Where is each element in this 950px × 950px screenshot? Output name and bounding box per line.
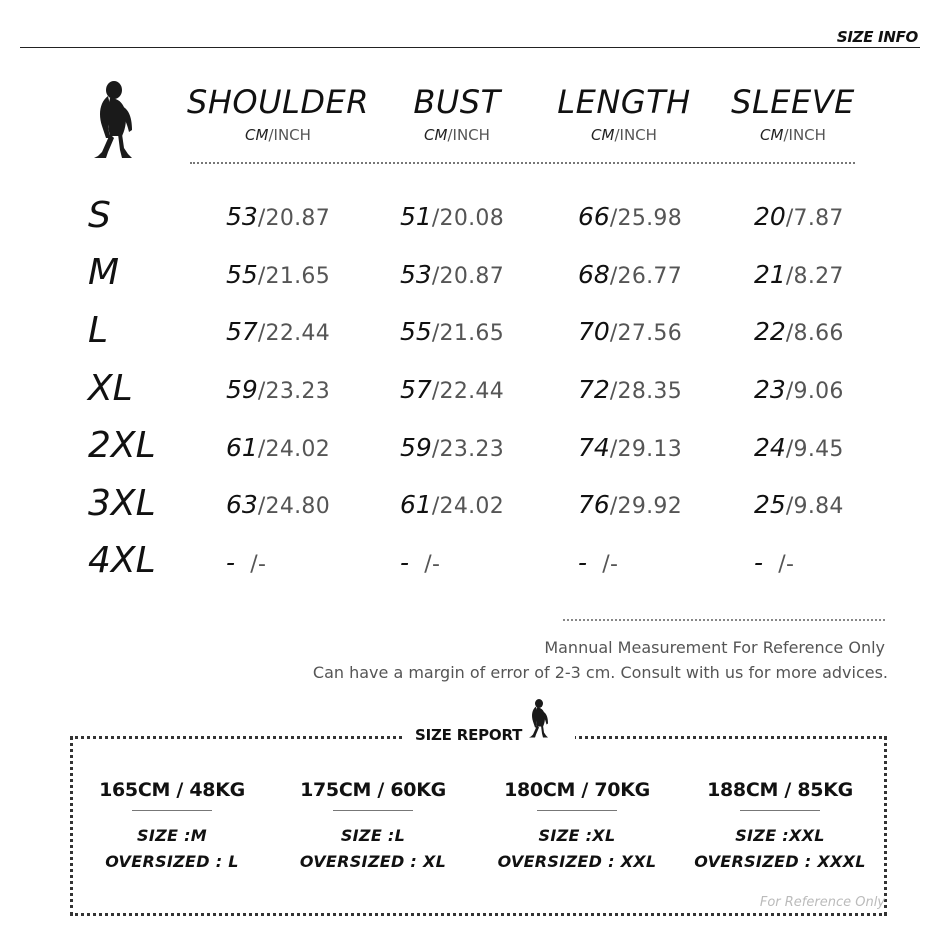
cell-shoulder (226, 314, 396, 353)
cell-shoulder (226, 487, 396, 526)
model-report (273, 778, 473, 875)
cell-shoulder (226, 372, 396, 411)
model-report (72, 778, 272, 875)
cm-value: 59 (400, 433, 432, 462)
cell-bust (400, 257, 570, 296)
model-oversized: OVERSIZED : XXL (497, 852, 657, 871)
cm-value: 61 (226, 433, 258, 462)
cell-shoulder (226, 545, 396, 584)
inch-value: /20.87 (431, 264, 505, 289)
cell-shoulder (226, 430, 396, 469)
inch-value: /- (602, 552, 619, 577)
cm-value: 61 (400, 490, 432, 519)
model-height-weight: 165CM / 48KG (99, 779, 245, 801)
unit-separator: / (447, 126, 453, 144)
model-height-weight: 180CM / 70KG (504, 779, 650, 801)
size-label: 2XL (88, 425, 156, 466)
unit-separator: / (614, 126, 620, 144)
inch-value: /8.27 (785, 264, 844, 289)
model-height-weight: 188CM / 85KG (707, 779, 853, 801)
cell-bust (400, 487, 570, 526)
column-unit (529, 126, 719, 144)
unit-inch: INCH (273, 126, 311, 144)
cell-length (578, 199, 748, 238)
cell-sleeve (754, 487, 924, 526)
notes-dotted-divider (563, 619, 885, 621)
cell-sleeve (754, 257, 924, 296)
inch-value: /23.23 (257, 379, 331, 404)
inch-value: /20.08 (431, 206, 505, 231)
unit-separator: / (268, 126, 274, 144)
inch-value: /29.92 (609, 494, 683, 519)
cm-value: 55 (400, 317, 432, 346)
inch-value: /8.66 (785, 321, 844, 346)
inch-value: /28.35 (609, 379, 683, 404)
cm-value: 57 (226, 317, 258, 346)
column-header-shoulder (183, 84, 373, 144)
inch-value: /21.65 (257, 264, 331, 289)
header-dotted-divider (190, 162, 855, 164)
inch-value: /27.56 (609, 321, 683, 346)
cm-value: 51 (400, 202, 432, 231)
model-size: SIZE :XL (538, 826, 616, 845)
inch-value: /7.87 (785, 206, 844, 231)
inch-value: /- (778, 552, 795, 577)
cm-value: - (400, 548, 410, 577)
column-title: SLEEVE (731, 83, 855, 121)
cell-shoulder (226, 199, 396, 238)
unit-cm: CM (760, 126, 784, 144)
column-title: BUST (413, 83, 501, 121)
cell-bust (400, 199, 570, 238)
cell-sleeve (754, 430, 924, 469)
cell-sleeve (754, 372, 924, 411)
cm-value: 66 (578, 202, 610, 231)
size-report-title: SIZE REPORT (415, 726, 523, 744)
inch-value: /22.44 (257, 321, 331, 346)
unit-inch: INCH (619, 126, 657, 144)
size-label: S (88, 195, 111, 236)
column-header-length (529, 84, 719, 144)
cm-value: 22 (754, 317, 786, 346)
model-size: SIZE :L (340, 826, 406, 845)
cm-value: 63 (226, 490, 258, 519)
inch-value: /9.84 (785, 494, 844, 519)
cell-length (578, 372, 748, 411)
column-unit (362, 126, 552, 144)
size-label: 3XL (88, 483, 156, 524)
unit-inch: INCH (452, 126, 490, 144)
model-oversized: OVERSIZED : L (105, 852, 239, 871)
cm-value: 72 (578, 375, 610, 404)
ape-figure-icon (92, 80, 140, 162)
cell-bust (400, 372, 570, 411)
model-divider (333, 810, 413, 811)
header-rule (20, 47, 920, 48)
model-size: SIZE :XXL (735, 826, 825, 845)
cell-bust (400, 314, 570, 353)
model-report (477, 778, 677, 875)
unit-inch: INCH (788, 126, 826, 144)
reference-footnote: For Reference Only (759, 895, 885, 910)
cell-bust (400, 430, 570, 469)
inch-value: /24.80 (257, 494, 331, 519)
cell-sleeve (754, 314, 924, 353)
inch-value: /24.02 (431, 494, 505, 519)
column-unit (698, 126, 888, 144)
model-oversized: OVERSIZED : XXXL (694, 852, 866, 871)
column-header-sleeve (698, 84, 888, 144)
cm-value: 55 (226, 260, 258, 289)
inch-value: /- (250, 552, 267, 577)
unit-separator: / (783, 126, 789, 144)
size-info-title: SIZE INFO (836, 28, 918, 46)
inch-value: /20.87 (257, 206, 331, 231)
cell-length (578, 314, 748, 353)
column-header-bust (362, 84, 552, 144)
inch-value: /23.23 (431, 437, 505, 462)
cell-length (578, 545, 748, 584)
size-label: L (88, 310, 109, 351)
cell-sleeve (754, 199, 924, 238)
cm-value: 59 (226, 375, 258, 404)
size-label: 4XL (88, 540, 156, 581)
column-unit (183, 126, 373, 144)
cm-value: 74 (578, 433, 610, 462)
inch-value: /25.98 (609, 206, 683, 231)
column-title: LENGTH (557, 83, 691, 121)
inch-value: /21.65 (431, 321, 505, 346)
cm-value: 21 (754, 260, 786, 289)
cm-value: - (754, 548, 764, 577)
inch-value: /24.02 (257, 437, 331, 462)
ape-figure-small-icon (528, 695, 552, 743)
cm-value: 57 (400, 375, 432, 404)
cell-length (578, 257, 748, 296)
inch-value: /29.13 (609, 437, 683, 462)
unit-cm: CM (245, 126, 269, 144)
unit-cm: CM (591, 126, 615, 144)
cm-value: 76 (578, 490, 610, 519)
cm-value: 53 (400, 260, 432, 289)
size-label: M (88, 252, 120, 293)
cm-value: 70 (578, 317, 610, 346)
model-height-weight: 175CM / 60KG (300, 779, 446, 801)
cm-value: 25 (754, 490, 786, 519)
inch-value: /9.45 (785, 437, 844, 462)
cell-shoulder (226, 257, 396, 296)
inch-value: /26.77 (609, 264, 683, 289)
inch-value: /- (424, 552, 441, 577)
cm-value: - (578, 548, 588, 577)
model-divider (132, 810, 212, 811)
model-report (680, 778, 880, 875)
cell-sleeve (754, 545, 924, 584)
size-label: XL (88, 368, 133, 409)
model-oversized: OVERSIZED : XL (299, 852, 447, 871)
cm-value: 53 (226, 202, 258, 231)
cell-length (578, 430, 748, 469)
cm-value: 68 (578, 260, 610, 289)
cm-value: - (226, 548, 236, 577)
inch-value: /22.44 (431, 379, 505, 404)
cm-value: 23 (754, 375, 786, 404)
model-size: SIZE :M (137, 826, 207, 845)
inch-value: /9.06 (785, 379, 844, 404)
margin-error-note: Can have a margin of error of 2-3 cm. Consult with us for more advices. (312, 663, 888, 682)
column-title: SHOULDER (187, 83, 369, 121)
cm-value: 24 (754, 433, 786, 462)
cm-value: 20 (754, 202, 786, 231)
measurement-note: Mannual Measurement For Reference Only (544, 638, 885, 657)
cell-bust (400, 545, 570, 584)
model-divider (740, 810, 820, 811)
cell-length (578, 487, 748, 526)
model-divider (537, 810, 617, 811)
unit-cm: CM (424, 126, 448, 144)
